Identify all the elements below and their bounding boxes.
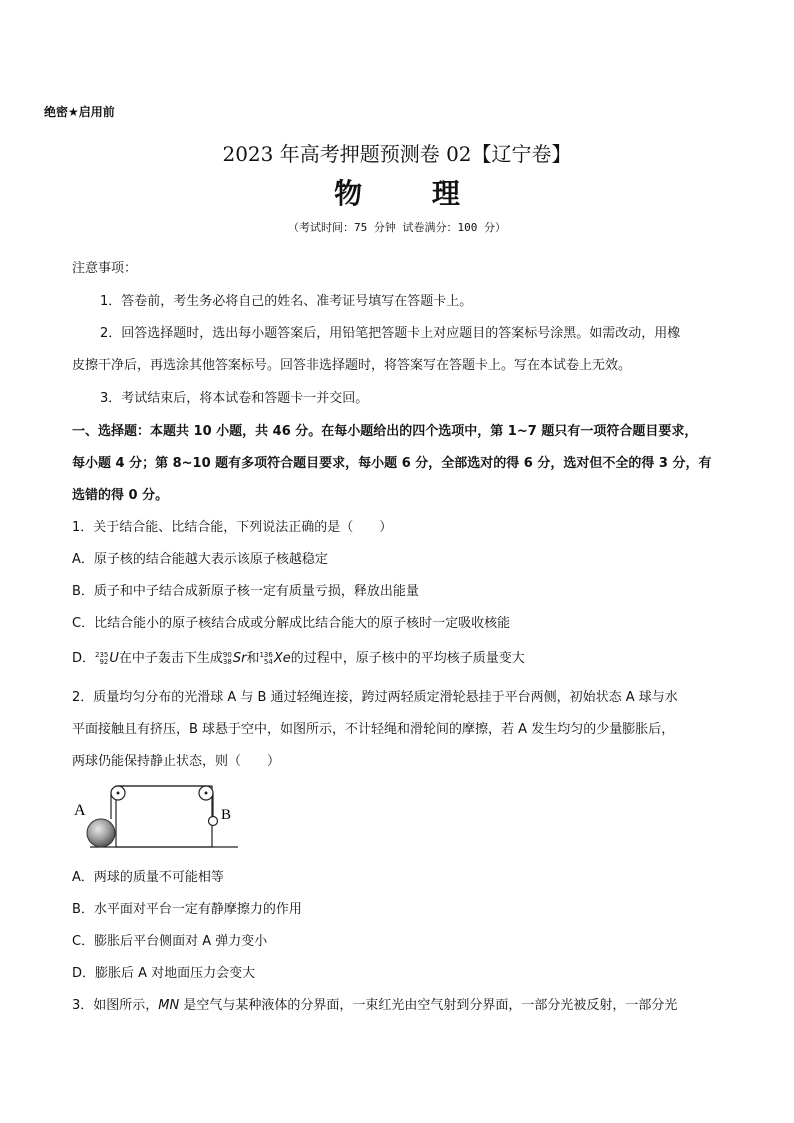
ball-b — [209, 817, 218, 826]
option-d-prefix: D． — [72, 651, 96, 666]
question-1-option-b: B．质子和中子结合成新原子核一定有质量亏损，释放出能量 — [72, 584, 419, 599]
platform — [116, 786, 212, 847]
subject-title: 物 理 — [334, 177, 490, 210]
uranium-nuclide-numbers — [95, 652, 108, 666]
question-2-line-2: 平面接触且有挤压，B 球悬于空中，如图所示，不计轻绳和滑轮间的摩擦，若 A 发生均匀的少量膨胀后， — [72, 722, 675, 737]
strontium-atomic-number: 38 — [222, 657, 232, 666]
section-1-line-3: 选错的得 0 分。 — [72, 488, 169, 503]
question-2-line-3: 两球仍能保持静止状态，则（ ） — [72, 754, 281, 769]
question-1-stem: 1．关于结合能、比结合能，下列说法正确的是（ ） — [72, 520, 393, 535]
q3-suffix: 是空气与某种液体的分界面，一束红光由空气射到分界面，一部分光被反射，一部分光 — [179, 998, 678, 1013]
notes-item-2-line-1: 2．回答选择题时，选出每小题答案后，用铅笔把答题卡上对应题目的答案标号涂黑。如需改动，用橡 — [100, 326, 681, 341]
question-1-option-c: C．比结合能小的原子核结合成或分解成比结合能大的原子核时一定吸收核能 — [72, 616, 511, 631]
xenon-mass-number: 136 — [259, 650, 273, 659]
question-2-option-b: B．水平面对平台一定有静摩擦力的作用 — [72, 902, 302, 917]
q3-prefix: 3．如图所示， — [72, 998, 159, 1013]
strontium-mass-number: 90 — [222, 650, 232, 659]
strontium-nuclide-numbers — [223, 652, 232, 666]
label-b: B — [221, 807, 232, 823]
exam-info: （考试时间：75 分钟 试卷满分：100 分） — [288, 221, 506, 234]
option-d-mid-1: 在中子轰击下生成 — [118, 651, 223, 666]
question-1-option-a: A．原子核的结合能越大表示该原子核越稳定 — [72, 552, 328, 567]
uranium-mass-number: 235 — [95, 650, 109, 659]
strontium-symbol: Sr — [232, 651, 247, 666]
notes-item-3: 3．考试结束后，将本试卷和答题卡一并交回。 — [100, 391, 369, 406]
uranium-symbol: U — [109, 651, 119, 666]
xenon-atomic-number: 54 — [263, 657, 273, 666]
xenon-symbol: Xe — [273, 651, 291, 666]
ball-a — [87, 819, 115, 847]
option-d-mid-2: 和 — [246, 651, 260, 666]
section-1-line-1: 一、选择题：本题共 10 小题，共 46 分。在每小题给出的四个选项中，第 1~7 题只有一项符合题目要求， — [72, 424, 698, 439]
question-2-option-d: D．膨胀后 A 对地面压力会变大 — [72, 966, 256, 981]
question-1-option-d — [72, 647, 525, 666]
uranium-atomic-number: 92 — [99, 657, 109, 666]
exam-title: 2023 年高考押题预测卷 02【辽宁卷】 — [222, 142, 572, 166]
question-2-line-1: 2．质量均匀分布的光滑球 A 与 B 通过轻绳连接，跨过两轻质定滑轮悬挂于平台两侧，初始状态 A 球与水 — [72, 690, 678, 705]
question-2-option-c: C．膨胀后平台侧面对 A 弹力变小 — [72, 934, 268, 949]
notes-item-2-line-2: 皮擦干净后，再选涂其他答案标号。回答非选择题时，将答案写在答题卡上。写在本试卷上无效。 — [72, 358, 632, 373]
pulley-platform-figure — [70, 777, 250, 857]
question-2-option-a: A．两球的质量不可能相等 — [72, 870, 224, 885]
xenon-nuclide-numbers — [259, 652, 272, 666]
right-pulley-axle — [205, 792, 208, 795]
left-pulley-axle — [117, 792, 120, 795]
label-a: A — [74, 802, 86, 819]
option-d-suffix: 的过程中，原子核中的平均核子质量变大 — [290, 651, 525, 666]
notes-heading: 注意事项： — [72, 261, 138, 276]
question-3-line-1 — [72, 994, 677, 1013]
section-1-line-2: 每小题 4 分；第 8~10 题有多项符合题目要求，每小题 6 分，全部选对的得 6 分，选对但不全的得 3 分，有 — [72, 456, 712, 471]
confidential-label: 绝密★启用前 — [44, 105, 115, 119]
notes-item-1: 1．答卷前，考生务必将自己的姓名、准考证号填写在答题卡上。 — [100, 294, 473, 309]
q3-mn-symbol: MN — [158, 998, 180, 1013]
